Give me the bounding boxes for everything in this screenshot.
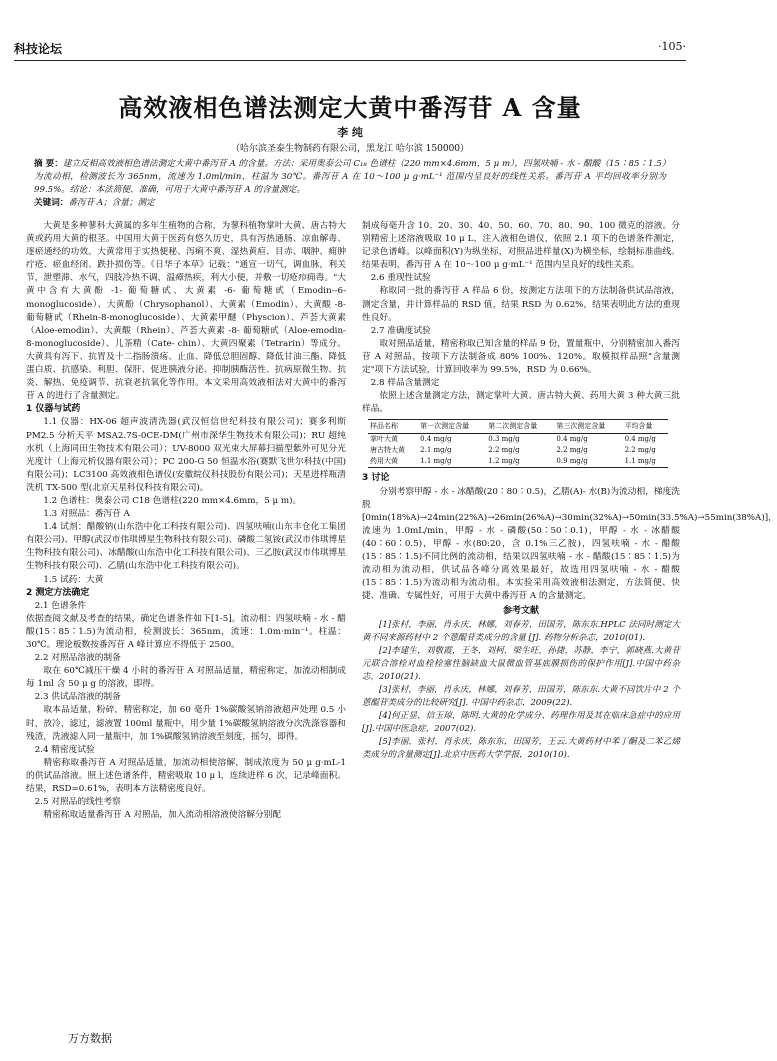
table-cell: 0.4 mg/g: [420, 435, 452, 444]
affiliation: （哈尔滨圣泰生物制药有限公司，黑龙江 哈尔滨 150000）: [230, 144, 470, 154]
paragraph: 取本品适量，粉碎，精密称定，加 60 毫升 1%碳酸氢钠溶液超声处理 0.5 小时，放冷，滤过，滤液置 100ml 量瓶中，用少量 1%碳酸氢钠溶液分次洗涤容器和残渣，洗液滤入同一量瓶中，加 1%碳酸氢钠溶液至刻度，摇匀，即得。: [26, 705, 346, 742]
article-title: 高效液相色谱法测定大黄中番泻苷 A 含量: [118, 93, 582, 122]
abstract-label: 摘 要：: [34, 159, 63, 169]
paragraph: 1.5 试药：大黄: [43, 574, 104, 585]
table-cell: 2.2 mg/g: [624, 446, 656, 455]
table-cell: 2.2 mg/g: [488, 446, 520, 455]
reference-item: [4]何正显，信玉琼，陈明.大黄的化学成分、药理作用及其在临床急症中的应用[J].中国中医急症，2007(02).: [362, 711, 680, 735]
section-heading: 2 测定方法确定: [26, 587, 90, 598]
references-heading: 参考文献: [502, 606, 539, 617]
table-cell: 0.9 mg/g: [554, 456, 622, 468]
subsection-heading: 2.2 对照品溶液的制备: [34, 653, 121, 664]
subsection-heading: 2.5 对照品的线性考察: [34, 797, 121, 808]
table-cell: 掌叶大黄: [370, 435, 398, 444]
column-header: 第二次测定含量: [486, 420, 554, 434]
paragraph: 分别考察甲醇 - 水 - 冰醋酸(20∶80∶0.5)，乙腈(A)- 水(B)为流动相，梯度洗脱[0min(18%A)→24min(22%A)→26min(26%A)→30min(32%A)→50min(33.5%A)→55min(38%A)]，流速为 1.0mL/min，甲醇 - 水 - 磷酸(50∶50∶0.1)，甲醇 - 水 - 冰醋酸(40∶60∶0.5)，甲醇 - 水(80:20，含 0.1%三乙胺)，四氢呋喃 - 水 - 醋酸(15∶85∶1.5)不同比例的流动相，结果以四氢呋喃 - 水 - 醋酸(15∶85∶1.5)为流动相为流动相，供试品各峰分离效果最好，故选用四氢呋喃 - 水 - 醋酸(15∶85∶1.5)为流动相为流动相。本实验采用高效液相法测定，方法简便、快捷、准确、专属性好，可用于大黄中番泻苷 A 的含量测定。: [362, 486, 777, 602]
results-table: [368, 419, 668, 468]
column-header: 样品名称: [368, 420, 418, 434]
subsection-heading: 2.3 供试品溶液的制备: [34, 692, 121, 703]
table-cell: 1.1 mg/g: [623, 456, 668, 468]
reference-item: [3]张村，李丽，肖永庆，林娜，刘春芳，田国芳，陈东东.大黄不同饮片中 2 个蒽醌苷类成分的比较研究[J]. 中国中药杂志，2009(22).: [362, 685, 680, 709]
intro-paragraph: 大黄是多种蓼科大黄属的多年生植物的合称，为蓼科植物掌叶大黄、唐古特大黄或药用大黄的根茎。中国用大黄于医药有悠久历史，具有泻热通肠、凉血解毒、逐瘀通经的功效。大黄常用于实热便秘、泻痢不爽、湿热黄疸、目赤、咽肿、痈肿疔疮、瘀血经闭、跌扑损伤等。《日华子本草》记载："通宣一切气，调血脉，利关节，泄塑滞、水气，四肢冷热不调，温瘴热疾，利大小便，并敷一切疮疖痈毒。"大黄中含有大黄酚 -1- 葡萄糖甙、大黄素 -6- 葡萄糖甙（Emodin--6-monoglucoside）、大黄酚（Chrysophanol）、大黄素（Emodin）、大黄酸 -8- 葡萄糖甙（Rhein-8-monoglucoside）、大黄素甲醚（Physcion）、芦荟大黄素（Aloe-emodin）、大黄酸（Rhein）、芦荟大黄素 -8- 葡萄糖甙（Aloe-emodin-8-monoglucoside）、儿茶精（Cate- chin）、大黄四聚素（Tetrarin）等成分。大黄具有泻下、抗胃及十二指肠溃疡、止血、降低总胆固醇、降低甘油三酯、降低蛋白质、抗感染、利胆、保肝、促进胰液分泌、抑制胰酶活性、抗病原微生物、抗炎、解热、免疫调节、抗衰老抗氧化等作用。本文采用高效液相法对大黄中的番泻苷 A 的进行了含量测定。: [26, 221, 346, 402]
section-heading: 3 讨论: [362, 473, 390, 484]
author: 李 纯: [337, 126, 363, 139]
column-header: 平均含量: [623, 420, 668, 434]
subsection-heading: 2.1 色谱条件: [34, 600, 87, 611]
reference-item: [5]李丽，张村，肖永庆，陈东东，田国芳，王云.大黄药材中苯丁酮及二苯乙烯类成分的含量测定[J].北京中医药大学学报，2010(10).: [362, 737, 680, 761]
section-heading: 1 仪器与试药: [26, 404, 81, 415]
table-row: [368, 456, 668, 468]
footer-source: 万方数据: [68, 1032, 112, 1045]
page-number: ·105·: [658, 40, 686, 53]
abstract: [34, 158, 666, 210]
paragraph: 取对照品适量，精密称取已知含量的样品 9 份，置量瓶中，分别精密加入番泻苷 A 对照品，按项下方法制备成 80% 100%、120%。取模拟样品照"含量测定"项下方法试验，计算回收率为 99.5%，RSD 为 0.66%。: [362, 338, 680, 376]
table-cell: 0.4 mg/g: [556, 435, 588, 444]
paragraph: 依据查阅文献及考查的结果，确定色谱条件如下[1-5]。流动相：四氢呋喃 - 水 - 醋酸(15∶85∶1.5)为流动相，检测波长：365nm，流速：1.0m·min⁻¹。柱温：30℃。理论板数按番泻苷 A 峰计算应不得低于 2500。: [26, 613, 346, 650]
paragraph: 1.1 仪器：HX-06 超声波清洗器(武汉恒信世纪科技有限公司)；赛多利斯 PM2.5 分析天平 MSA2.7S-0CE-DM(广州市深华生物技术有限公司)；RU 超纯水机（上海同田生物技术有限公司）；UV-8000 双光束大屏幕扫描型紫外可见分光光度计（上海元析仪器有限公司）；PC 200-G 50 恒温水浴(赛默飞世尔科技(中国)有限公司)；LC3100 高效液相色谱仪(安徽皖仪科技股份有限公司)；天星进样瓶清洗机 TX-500 型(北京天星科仪科技有限公司)。: [26, 417, 346, 493]
table-cell: 1.2 mg/g: [486, 456, 554, 468]
table-cell: 2.1 mg/g: [420, 446, 452, 455]
journal-header: [14, 38, 686, 61]
paragraph: 1.2 色谱柱：奥泰公司 C18 色谱柱(220 mm×4.6mm，5 μ m)。: [43, 495, 302, 506]
subsection-heading: 2.7 准确度试验: [370, 325, 431, 336]
table-row: [368, 434, 668, 446]
table-cell: 0.3 mg/g: [488, 435, 520, 444]
table-cell: 唐古特大黄: [370, 446, 405, 455]
section-name: 科技论坛: [14, 42, 63, 56]
paragraph: 取在 60℃减压干燥 4 小时的番泻苷 A 对照品适量，精密称定，加流动相制成每 1ml 含 50 μ g 的溶液，即得。: [26, 666, 346, 690]
paragraph: 依照上述含量测定方法，测定掌叶大黄、唐古特大黄、药用大黄 3 种大黄三批样品。: [362, 391, 680, 415]
table-header-row: [368, 420, 668, 434]
paragraph: 制成每毫升含 10、20、30、40、50、60、70、80、90、100 微克的溶液。分别精密上述溶液吸取 10 μ L，注入液相色谱仪，依照 2.1 项下的色谱条件测定，记录色谱峰。以峰面积(Y)为纵坐标，对照品进样量(X)为横坐标，绘制标准曲线。结果表明，番泻苷 A 在 10～100 μ g·mL⁻¹ 范围内呈良好的线性关系。: [362, 221, 680, 271]
paragraph: 1.3 对照品：番泻苷 A: [43, 509, 130, 520]
column-header: 第三次测定含量: [554, 420, 622, 434]
table-cell: 药用大黄: [368, 456, 418, 468]
subsection-heading: 2.4 精密度试验: [34, 744, 95, 755]
column-header: 第一次测定含量: [418, 420, 486, 434]
subsection-heading: 2.8 样品含量测定: [370, 378, 440, 389]
table-cell: 1.1 mg/g: [418, 456, 486, 468]
subsection-heading: 2.6 重现性试验: [370, 273, 431, 284]
keywords-label: 关键词：: [34, 198, 69, 208]
abstract-text: 建立反相高效液相色谱法测定大黄中番泻苷 A 的含量。方法：采用奥泰公司 C₁₈ 色谱柱（220 mm×4.6mm，5 μ m），四氢呋喃 - 水 - 醋酸（15∶85∶1.5）为流动相，检测波长为 365nm，流速为 1.0ml/min，柱温为 30℃。番泻苷 A 在 10～100 μ g·mL⁻¹ 范围内呈良好的线性关系。番泻苷 A 平均回收率分别为 99.5%。结论：本法简便、准确，可用于大黄中番泻苷 A 的含量测定。: [34, 159, 666, 195]
table-cell: 2.2 mg/g: [556, 446, 588, 455]
paragraph: 称取同一批的番泻苷 A 样品 6 份，按测定方法项下的方法制备供试品溶液，测定含量，并计算样品的 RSD 值，结果 RSD 为 0.62%，结果表明此方法的重现性良好。: [362, 286, 680, 323]
paragraph: 精密称取番泻苷 A 对照品适量，加流动相使溶解，制成浓度为 50 μ g·mL-1 的供试品溶液。照上述色谱条件，精密吸取 10 μ l，连续进样 6 次，记录峰面积。结果，RSD=0.61%，表明本方法精密度良好。: [26, 757, 346, 795]
keywords: 番泻苷 A；含量；测定: [68, 198, 155, 208]
paragraph: 精密称取适量番泻苷 A 对照品，加入流动相溶液使溶解分别配: [43, 810, 282, 821]
table-cell: 0.4 mg/g: [624, 435, 656, 444]
left-column: [26, 220, 346, 822]
right-column: [362, 220, 777, 762]
reference-item: [1]张村，李丽，肖永庆，林娜，刘春芳，田国芳，陈东东.HPLC 法同时测定大黄不同来源药材中 2 个蒽醌苷类成分的含量 [J]. 药物分析杂志，2010(01).: [362, 620, 680, 644]
table-row: [368, 445, 668, 456]
paragraph: 1.4 试剂：醋酸钠(山东浩中化工科技有限公司)、四氢呋喃(山东丰仓化工集团有限公司)、甲醇(武汉市伟琪博星生物科技有限公司)、磷酸二氢铵(武汉市伟琪博星生物科技有限公司)、冰醋酸(山东浩中化工科技有限公司)、三乙胺(武汉市伟琪博星生物科技有限公司)、乙腈(山东浩中化工科技有限公司)。: [26, 522, 346, 572]
reference-item: [2]李建生，刘敬霞，王冬，刘柯，梁生旺，孙捷，苏静，李宁，郭晓燕.大黄苷元联合溶栓对血栓栓塞性脑缺血大鼠微血管基底膜损伤的保护作用[J].中国中药杂志，2010(21).: [362, 646, 680, 683]
